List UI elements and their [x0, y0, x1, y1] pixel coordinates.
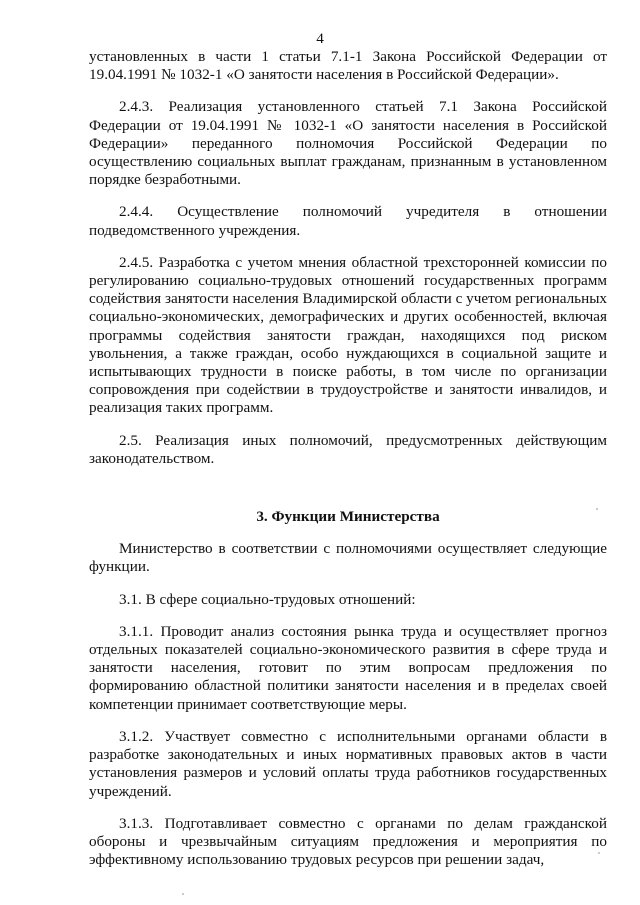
document-body: [89, 48, 607, 869]
paragraph-3-1-2: 3.1.2. Участвует совместно с исполнительными органами области в разработке законодательных и иных нормативных правовых актов в части установления размеров и условий оплаты труда работников государственных учреждений.: [89, 727, 607, 800]
paragraph-3-1-3: 3.1.3. Подготавливает совместно с органами по делам гражданской обороны и чрезвычайным ситуациям предложения и мероприятия по эффективному использованию трудовых ресурсов при решении задач,: [89, 814, 607, 869]
paragraph-2-4-5: 2.4.5. Разработка с учетом мнения областной трехсторонней комиссии по регулированию социально-трудовых отношений государственных программ содействия занятости населения Владимирской области с учетом региональных социально-экономических, демографических и других особенностей, включая программы содействия занятости граждан, находящихся под риском увольнения, а также граждан, особо нуждающихся в социальной защите и испытывающих трудности в поиске работы, в том числе по организации сопровождения при содействии в трудоустройстве и занятости инвалидов, и реализация таких программ.: [89, 253, 607, 417]
paragraph-2-4-3: 2.4.3. Реализация установленного статьей 7.1 Закона Российской Федерации от 19.04.1991 № 1032-1 «О занятости населения в Российской Федерации» переданного полномочия Российской Федерации по осуществлению социальных выплат гражданам, признанным в установленном порядке безработными.: [89, 98, 607, 189]
scan-speck: [596, 508, 598, 510]
paragraph-3-1: 3.1. В сфере социально-трудовых отношений:: [119, 590, 416, 608]
paragraph-2-4-4: 2.4.4. Осуществление полномочий учредителя в отношении подведомственного учреждения.: [89, 203, 607, 239]
paragraph-3-1-1: 3.1.1. Проводит анализ состояния рынка труда и осуществляет прогноз отдельных показателей социально-экономического развития в сфере труда и занятости населения, готовит по этим вопросам предложения по формированию областной политики занятости населения и в пределах своей компетенции принимает соответствующие меры.: [89, 622, 607, 713]
scan-speck: [182, 893, 184, 895]
page-number: 4: [316, 30, 324, 47]
paragraph-2-5: 2.5. Реализация иных полномочий, предусмотренных действующим законодательством.: [89, 431, 607, 467]
paragraph-continuation: установленных в части 1 статьи 7.1-1 Закона Российской Федерации от 19.04.1991 № 1032-1 «О занятости населения в Российской Федерации».: [89, 48, 607, 84]
paragraph-intro: Министерство в соответствии с полномочиями осуществляет следующие функции.: [89, 540, 607, 576]
section-heading: 3. Функции Министерства: [256, 508, 440, 526]
scan-speck: [598, 852, 600, 854]
